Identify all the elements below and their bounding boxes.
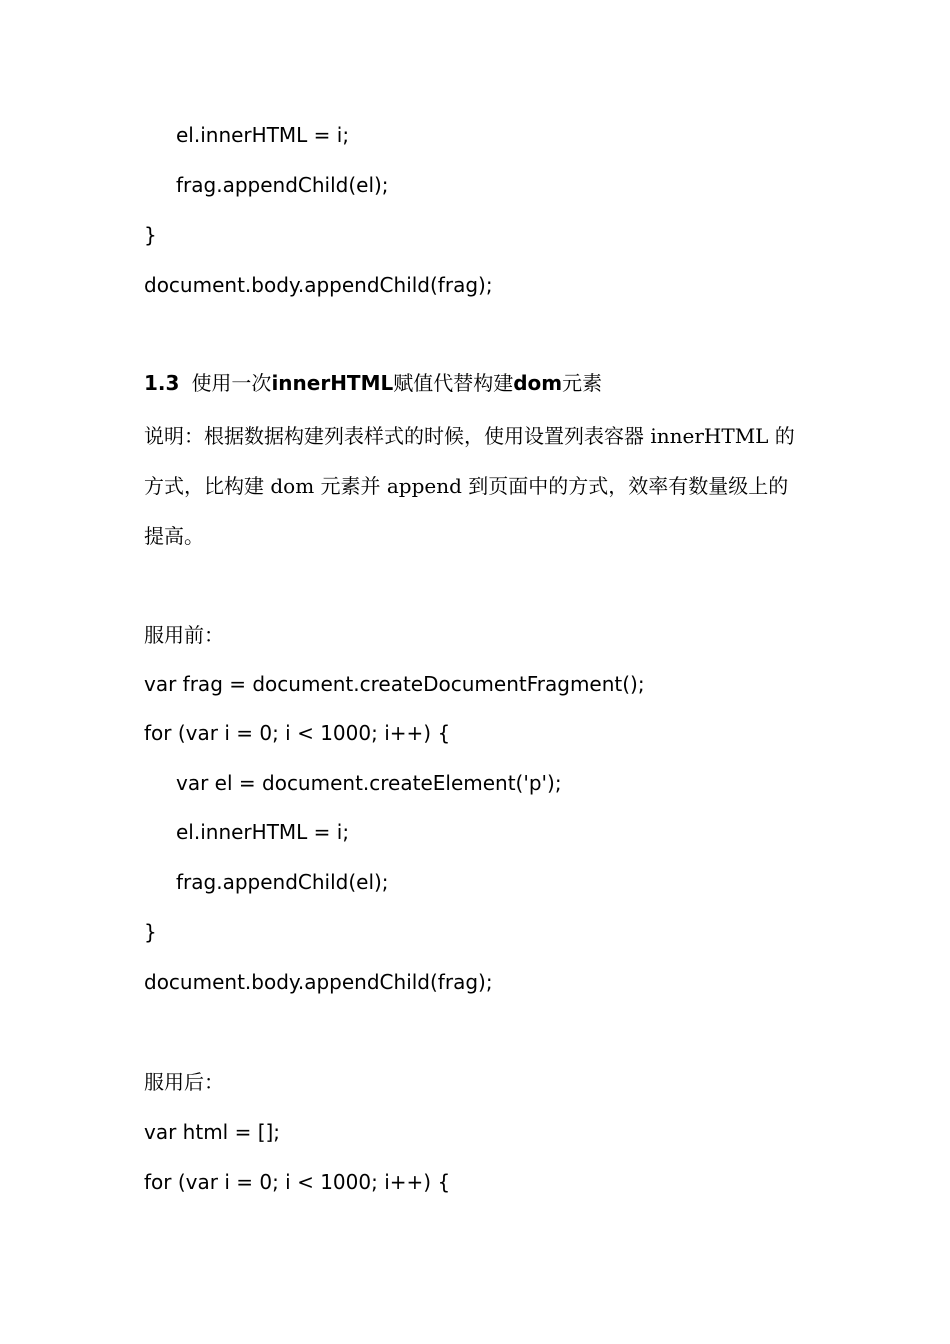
description-line: 提高。 [144,524,204,548]
code-line: for (var i = 0; i < 1000; i++) { [144,1170,451,1194]
description-line: 说明：根据数据构建列表样式的时候，使用设置列表容器 innerHTML 的 [144,424,795,448]
code-line: for (var i = 0; i < 1000; i++) { [144,721,451,745]
code-line: frag.appendChild(el); [176,870,389,894]
description-line: 方式，比构建 dom 元素并 append 到页面中的方式，效率有数量级上的 [144,474,789,498]
heading-text: 赋值代替构建 [393,371,514,395]
heading-keyword: dom [513,371,563,395]
code-line: el.innerHTML = i; [176,123,350,147]
code-line: var el = document.createElement('p'); [176,771,562,795]
code-line: var html = []; [144,1120,281,1144]
code-line: var frag = document.createDocumentFragment(); [144,672,645,696]
code-line: el.innerHTML = i; [176,820,350,844]
code-line: document.body.appendChild(frag); [144,970,493,994]
section-number: 1.3 [144,371,180,395]
section-heading [144,369,602,397]
code-line: } [144,223,157,247]
heading-keyword: innerHTML [271,371,394,395]
code-line: document.body.appendChild(frag); [144,273,493,297]
after-label: 服用后： [144,1070,224,1094]
code-line: } [144,920,157,944]
heading-text: 使用一次 [191,371,272,395]
before-label: 服用前： [144,623,224,647]
code-line: frag.appendChild(el); [176,173,389,197]
heading-text: 元素 [562,371,603,395]
